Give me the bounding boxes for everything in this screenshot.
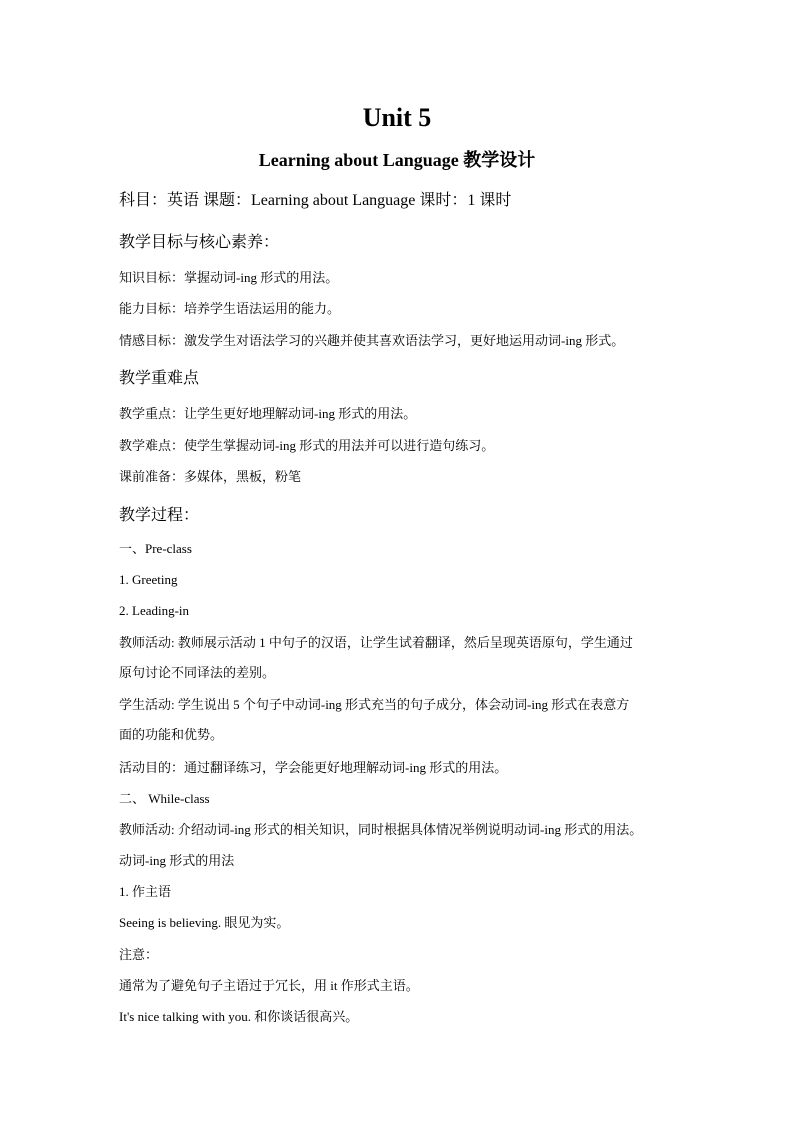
process-heading: 教学过程： [119,507,200,524]
note-label: 注意： [119,947,159,962]
goal-knowledge: 知识目标：掌握动词-ing 形式的用法。 [119,270,339,285]
whileclass-heading: 二、 While-class [119,791,210,806]
leadin-line: 2. Leading-in [119,603,190,618]
goals-heading: 教学目标与核心素养： [119,234,280,251]
activity-purpose: 活动目的：通过翻译练习，学会能更好地理解动词-ing 形式的用法。 [119,760,508,775]
prep-line: 课前准备：多媒体，黑板，粉笔 [119,469,302,484]
student-activity-b: 面的功能和优势。 [119,727,224,742]
teacher-activity-1b: 原句讨论不同译法的差别。 [119,665,276,680]
student-activity-a: 学生活动: 学生说出 5 个句子中动词-ing 形式充当的句子成分，体会动词-ing 形式在表意方 [119,697,630,712]
teacher-activity-2: 教师活动: 介绍动词-ing 形式的相关知识，同时根据具体情况举例说明动词-ing 形式的用法。 [119,822,643,837]
usage-heading: 动词-ing 形式的用法 [119,853,235,868]
goal-emotion: 情感目标：激发学生对语法学习的兴趣并使其喜欢语法学习，更好地运用动词-ing 形式。 [119,333,625,348]
teacher-activity-1a: 教师活动: 教师展示活动 1 中句子的汉语，让学生试着翻译，然后呈现英语原句，学生通过 [119,635,633,650]
difficult-point: 教学难点：使学生掌握动词-ing 形式的用法并可以进行造句练习。 [119,438,495,453]
preclass-heading: 一、Pre-class [119,541,192,556]
page-subtitle: Learning about Language 教学设计 [258,150,536,170]
meta-line: 科目：英语 课题：Learning about Language 课时：1 课时 [119,192,512,209]
as-subject-line: 1. 作主语 [119,884,172,899]
page-title: Unit 5 [362,103,432,132]
key-point: 教学重点：让学生更好地理解动词-ing 形式的用法。 [119,406,417,421]
key-heading: 教学重难点 [119,370,200,387]
example-1: Seeing is believing. 眼见为实。 [119,915,290,930]
goal-ability: 能力目标：培养学生语法运用的能力。 [119,301,341,316]
note-text: 通常为了避免句子主语过于冗长，用 it 作形式主语。 [119,978,419,993]
example-2: It's nice talking with you. 和你谈话很高兴。 [119,1009,359,1024]
greeting-line: 1. Greeting [119,572,178,587]
